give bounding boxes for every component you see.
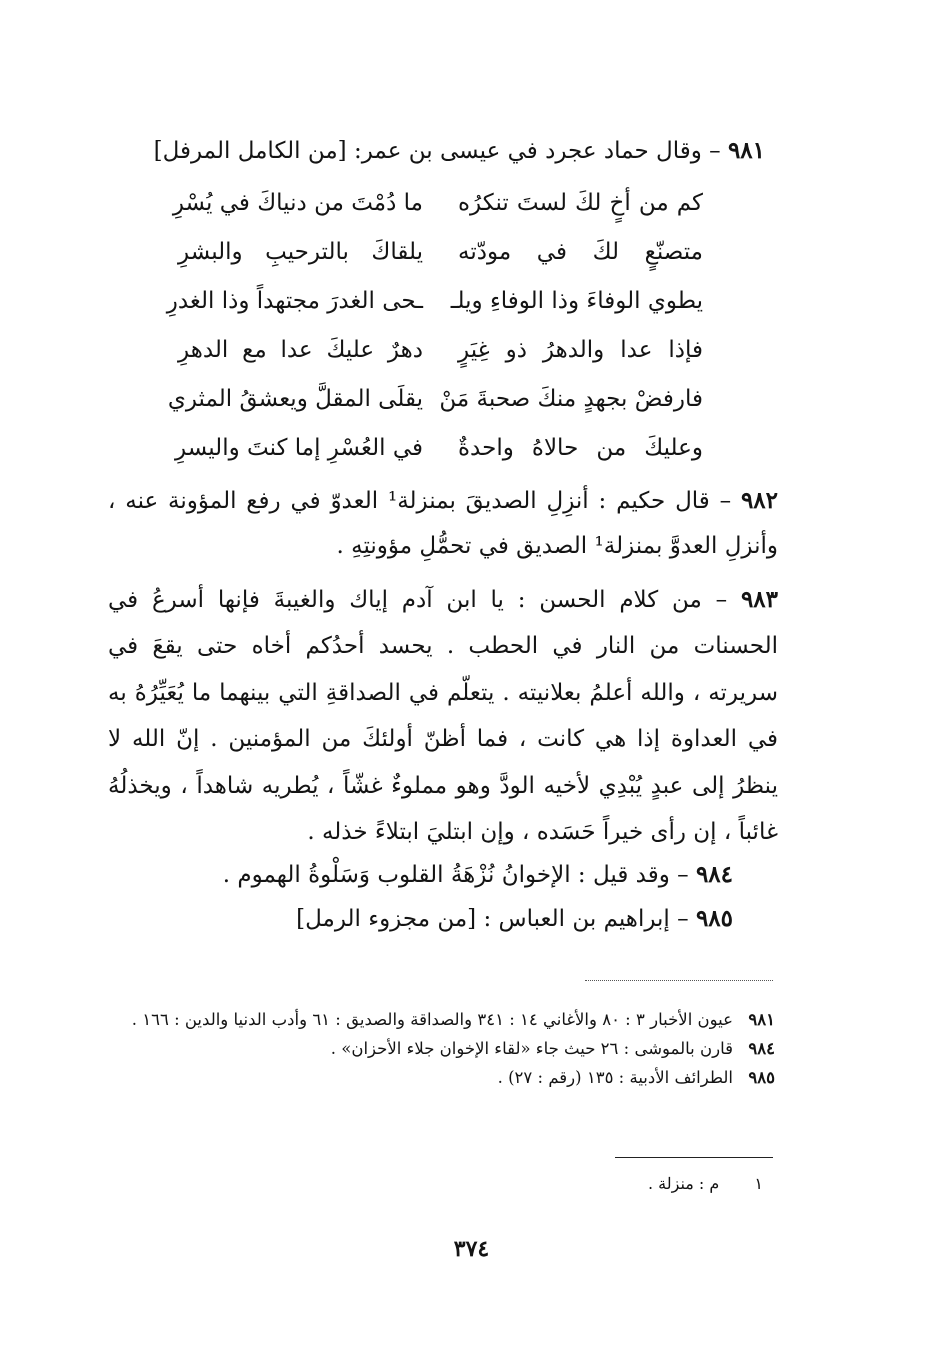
entry-number: ٩٨٥	[695, 905, 733, 932]
verse-line	[163, 330, 703, 379]
first-hemistich: وعليكَ من حالاهُ واحدةٌ	[458, 435, 703, 461]
note-number: ٩٨١	[748, 1010, 775, 1029]
source-note	[110, 1005, 775, 1034]
first-hemistich: متصنّعٍ لكَ في مودّته	[458, 239, 703, 265]
verse-line	[163, 183, 703, 232]
entry-983-paragraph	[108, 577, 778, 855]
second-hemistich: في العُسْرِ إما كنتَ واليسرِ	[175, 435, 423, 461]
verse-line	[163, 379, 703, 428]
entry-number: ٩٨٣	[740, 586, 778, 613]
entry-982-paragraph	[108, 478, 778, 569]
second-hemistich: يقلَى المقلَّ ويعشقُ المثري	[167, 386, 423, 412]
entry-number: ٩٨١	[727, 137, 765, 164]
second-hemistich: ما دُمْتَ من دنياكَ في يُسْرِ	[172, 190, 423, 216]
entry-text: – إبراهيم بن العباس : [من مجزوء الرمل]	[296, 906, 689, 932]
second-hemistich: دهرٌ عليكَ عدا مع الدهرِ	[178, 337, 423, 363]
footnote-number: ١	[754, 1174, 763, 1193]
footnote-rule	[615, 1157, 773, 1158]
note-number: ٩٨٥	[748, 1068, 775, 1087]
footnote-text: م : منزلة .	[647, 1174, 720, 1193]
first-hemistich: فإذا عدا والدهرُ ذو غِيَرٍ	[458, 337, 703, 363]
source-note	[110, 1034, 775, 1063]
verse-line	[163, 428, 703, 477]
first-hemistich: كم من أخٍ لكَ لستَ تنكرُه	[458, 190, 703, 216]
entry-text: – وقد قيل : الإخوانُ نُزْهَةُ القلوب وَسَلْوةُ الهموم .	[222, 862, 689, 888]
note-text: الطرائف الأدبية : ١٣٥ (رقم : ٢٧) .	[497, 1068, 733, 1087]
note-text: عيون الأخبار ٣ : ٨٠ والأغاني ١٤ : ٣٤١ والصداقة والصديق : ٦١ وأدب الدنيا والدين : ١٦٦ .	[131, 1010, 733, 1029]
entry-heading-text: – وقال حماد عجرد في عيسى بن عمر: [من الكامل المرفل]	[153, 138, 721, 164]
entry-number: ٩٨٢	[740, 487, 778, 514]
entry-number: ٩٨٤	[695, 861, 733, 888]
notes-separator	[585, 980, 773, 981]
entry-text: – من كلام الحسن : يا ابن آدم إياك والغيبةَ فإنها أسرعُ في الحسنات من النار في الحطب . يحسد أحدُكم أخاه حتى يقعَ في سريرته ، والله أعلمُ بعلانيته . يتعلّم في الصداقةِ التي بينهما ما يُعَيِّرُهُ به في العداوة إذا هي كانت ، فما أظنّ أولئكَ من المؤمنين . إنّ الله لا ينظرُ إلى عبدٍ يُبْدِي لأخيه الودَّ وهو مملوءٌ غشّاً ، يُطريه شاهداً ، ويخذلُهُ غائباً ، إن رأى خيراً حَسَده ، وإن ابتليَ ابتلاءً خذله .	[108, 587, 778, 846]
source-note	[110, 1063, 775, 1092]
second-hemistich: يلقاكَ بالترحيبِ والبشرِ	[178, 239, 423, 265]
entry-981-heading	[145, 134, 765, 168]
source-notes	[110, 1005, 775, 1092]
first-hemistich: فارفضْ بجهدٍ منكَ صحبةَ مَنْ	[439, 386, 703, 412]
entry-text: – قال حكيم : أنزِلِ الصديقَ بمنزلة¹ العدوّ في رفع المؤونة عنه ، وأنزلِ العدوَّ بمنزلة¹ الصديق في تحمُّلِ مؤونتِهِ .	[108, 488, 778, 559]
entry-984-line	[223, 858, 733, 892]
entry-985-line	[296, 902, 733, 936]
poem-981	[163, 183, 703, 477]
page-number: ٣٧٤	[453, 1236, 490, 1262]
verse-line	[163, 281, 703, 330]
footnote	[648, 1174, 763, 1193]
second-hemistich: ـحى الغدرَ مجتهداً وذا الغدرِ	[166, 288, 423, 314]
first-hemistich: يطوي الوفاءَ وذا الوفاءِ ويلـ	[450, 288, 703, 314]
note-number: ٩٨٤	[748, 1039, 775, 1058]
note-text: قارن بالموشى : ٢٦ حيث جاء «لقاء الإخوان جلاء الأحزان» .	[330, 1039, 733, 1058]
verse-line	[163, 232, 703, 281]
